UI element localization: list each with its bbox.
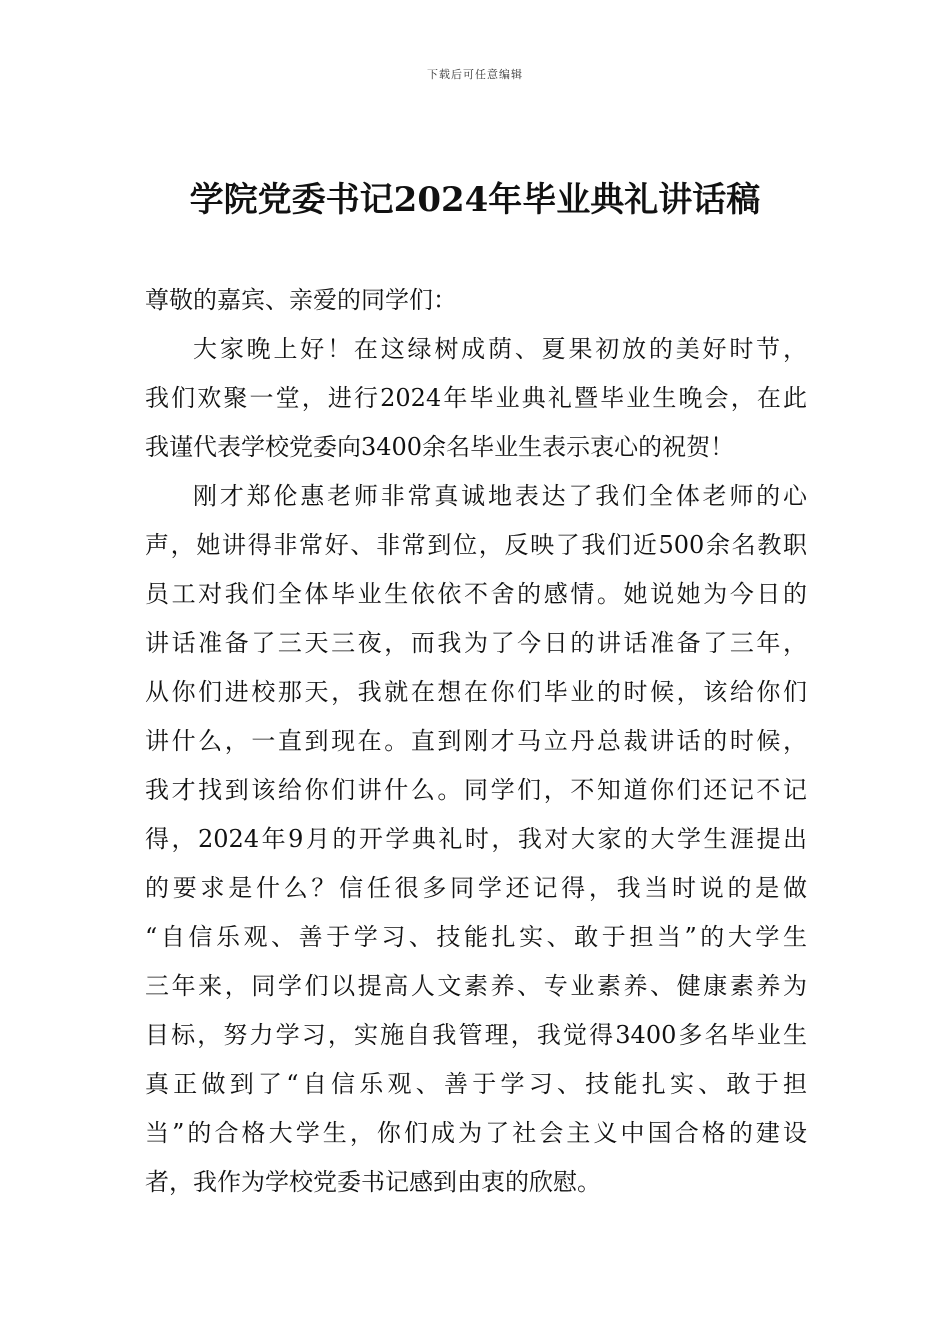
salutation: 尊敬的嘉宾、亲爱的同学们： (145, 286, 457, 314)
paragraph-line: 大家晚上好！在这绿树成荫、夏果初放的美好时节， (193, 335, 807, 363)
paragraph-line: 目标，努力学习，实施自我管理，我觉得3400多名毕业生 (145, 1021, 807, 1049)
paragraph-line: 者，我作为学校党委书记感到由衷的欣慰。 (145, 1168, 601, 1196)
paragraph-line: 声，她讲得非常好、非常到位，反映了我们近500余名教职 (145, 531, 807, 559)
paragraph-line: 当”的合格大学生，你们成为了社会主义中国合格的建设 (145, 1119, 807, 1147)
paragraph-main (145, 472, 807, 1207)
paragraph-line: 三年来，同学们以提高人文素养、专业素养、健康素养为 (145, 972, 807, 1000)
paragraph-greeting (145, 325, 807, 472)
paragraph-line: 我谨代表学校党委向3400余名毕业生表示衷心的祝贺！ (145, 433, 735, 461)
paragraph-line: 员工对我们全体毕业生依依不舍的感情。她说她为今日的 (145, 580, 807, 608)
document-body (145, 276, 807, 1207)
page-header-note: 下载后可任意编辑 (427, 68, 523, 81)
document-title: 学院党委书记2024年毕业典礼讲话稿 (189, 180, 761, 220)
paragraph-line: 从你们进校那天，我就在想在你们毕业的时候，该给你们 (145, 678, 807, 706)
paragraph-line: 讲什么，一直到现在。直到刚才马立丹总裁讲话的时候， (145, 727, 807, 755)
paragraph-line: 刚才郑伦惠老师非常真诚地表达了我们全体老师的心 (193, 482, 807, 510)
paragraph-line: 的要求是什么？信任很多同学还记得，我当时说的是做 (145, 874, 807, 902)
paragraph-line: 讲话准备了三天三夜，而我为了今日的讲话准备了三年， (145, 629, 807, 657)
paragraph-line: 得，2024年9月的开学典礼时，我对大家的大学生涯提出 (145, 825, 807, 853)
paragraph-line: 我们欢聚一堂，进行2024年毕业典礼暨毕业生晚会，在此 (145, 384, 807, 412)
paragraph-line: 真正做到了“自信乐观、善于学习、技能扎实、敢于担 (145, 1070, 807, 1098)
paragraph-line: “自信乐观、善于学习、技能扎实、敢于担当”的大学生 (145, 923, 807, 951)
paragraph-line: 我才找到该给你们讲什么。同学们，不知道你们还记不记 (145, 776, 807, 804)
